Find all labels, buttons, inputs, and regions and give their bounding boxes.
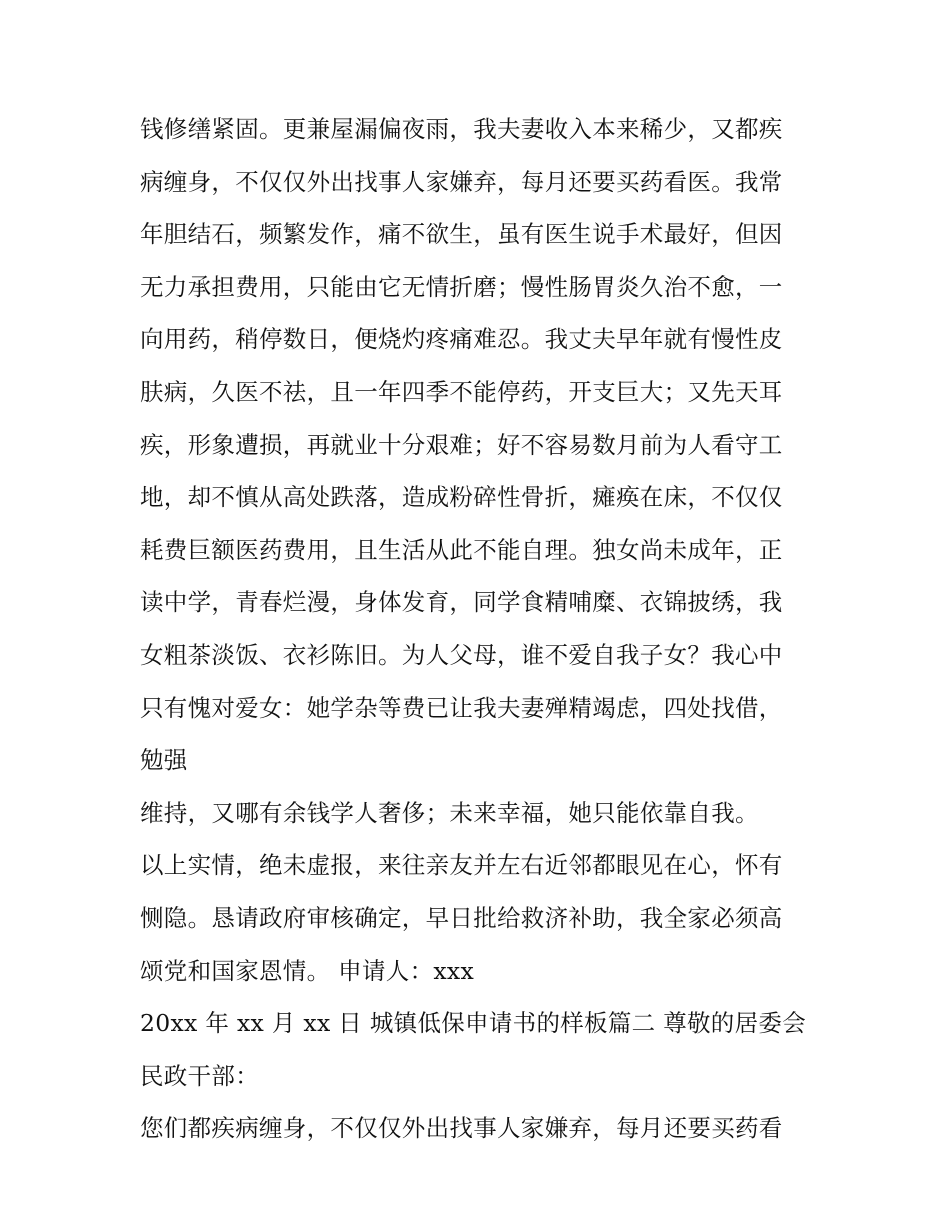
text-line: 只有愧对爱女：她学杂等费已让我夫妻殚精竭虑，四处找借， [140,693,783,722]
text-line: 女粗茶淡饭、衣衫陈旧。为人父母，谁不爱自我子女？我心中 [140,640,783,669]
text-line: 以上实情，绝未虚报，来往亲友并左右近邻都眼见在心，怀有 [140,851,783,880]
text-line: 向用药，稍停数日，便烧灼疼痛难忍。我丈夫早年就有慢性皮 [140,325,783,354]
text-line: 病缠身，不仅仅外出找事人家嫌弃，每月还要买药看医。我常 [140,167,783,196]
text-line: 恻隐。恳请政府审核确定，早日批给救济补助，我全家必须高 [140,903,783,932]
text-line: 无力承担费用，只能由它无情折磨；慢性肠胃炎久治不愈，一 [140,272,783,301]
text-line: 20xx 年 xx 月 xx 日 城镇低保申请书的样板篇二 尊敬的居委会 [140,1009,807,1038]
text-line: 读中学，青春烂漫，身体发育，同学食精哺糜、衣锦披绣，我 [140,588,783,617]
text-line: 您们都疾病缠身，不仅仅外出找事人家嫌弃，每月还要买药看 [140,1114,783,1143]
document-body [140,103,830,1155]
text-line: 耗费巨额医药费用，且生活从此不能自理。独女尚未成年，正 [140,535,783,564]
text-line: 民政干部： [140,1061,259,1090]
text-line: 疾，形象遭损，再就业十分艰难；好不容易数月前为人看守工 [140,430,783,459]
text-line: 年胆结石，频繁发作，痛不欲生，虽有医生说手术最好，但因 [140,220,783,249]
text-line: 维持，又哪有余钱学人奢侈；未来幸福，她只能依靠自我。 [140,798,759,827]
text-line: 地，却不慎从高处跌落，造成粉碎性骨折，瘫痪在床，不仅仅 [140,483,783,512]
text-line: 钱修缮紧固。更兼屋漏偏夜雨，我夫妻收入本来稀少，又都疾 [140,115,783,143]
text-line: 肤病，久医不祛，且一年四季不能停药，开支巨大；又先天耳 [140,377,783,406]
text-line: 颂党和国家恩情。 申请人：xxx [140,956,475,985]
text-line: 勉强 [140,746,188,775]
